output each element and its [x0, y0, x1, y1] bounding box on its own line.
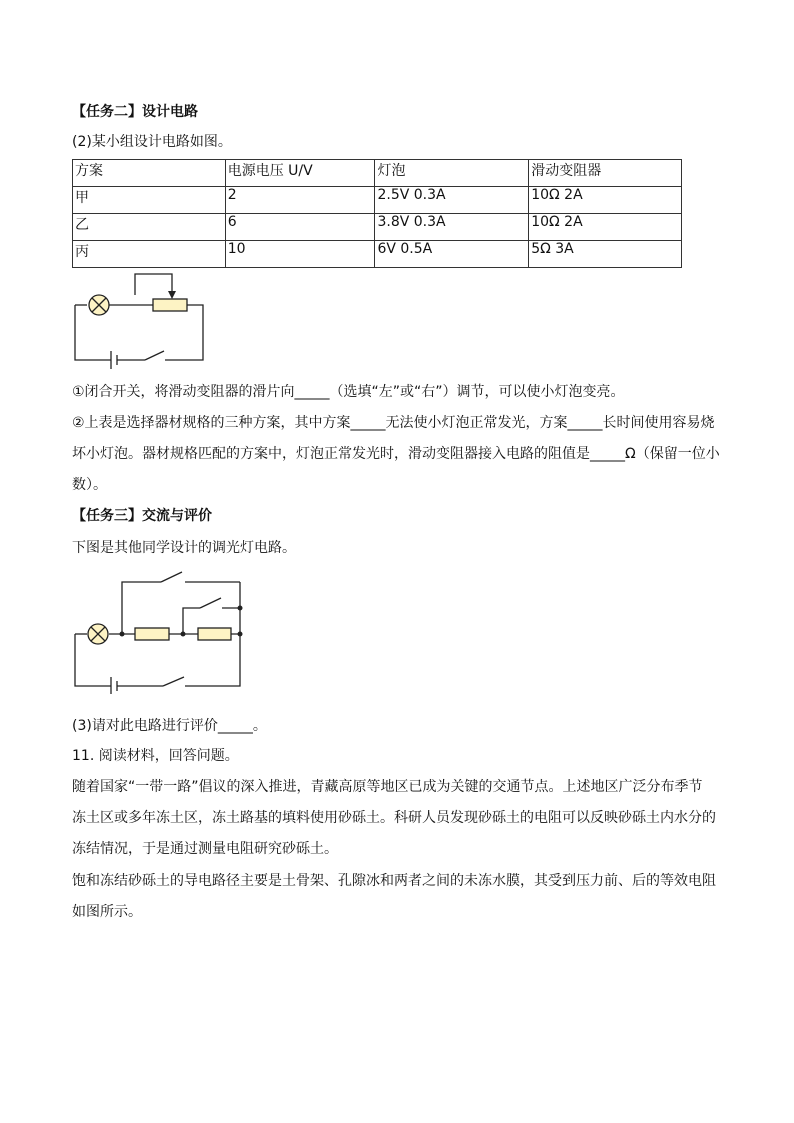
rheostat-resistor — [153, 299, 187, 311]
q11-paragraph-1-line-1: 随着国家“一带一路”倡议的深入推进，青藏高原等地区已成为关键的交通节点。上述地区广泛分布季节 — [72, 779, 703, 795]
task2-heading: 【任务二】设计电路 — [72, 104, 198, 120]
task3-intro: 下图是其他同学设计的调光灯电路。 — [72, 540, 296, 556]
junction-dot — [181, 632, 186, 637]
table-cell: 10Ω 2A — [529, 187, 682, 214]
junction-dot — [238, 632, 243, 637]
table-cell: 2 — [225, 187, 375, 214]
question-1: ①闭合开关，将滑动变阻器的滑片向_____（选填“左”或“右”）调节，可以使小灯泡变亮。 — [72, 384, 625, 400]
wire — [185, 634, 240, 686]
q11-paragraph-2-line-2: 如图所示。 — [72, 904, 142, 920]
table-row — [73, 187, 682, 214]
question-2-line-3: 数）。 — [72, 477, 107, 493]
q11-paragraph-1-line-3: 冻结情况，于是通过测量电阻研究砂砾土。 — [72, 841, 338, 857]
q11-paragraph-2-line-1: 饱和冻结砂砾土的导电路径主要是土骨架、孔隙冰和两者之间的未冻水膜，其受到压力前、后的等效电阻 — [72, 873, 716, 889]
q11-paragraph-1-line-2: 冻土区或多年冻土区，冻土路基的填料使用砂砾土。科研人员发现砂砾土的电阻可以反映砂砾土内水分的 — [72, 810, 716, 826]
table-header: 滑动变阻器 — [529, 160, 682, 187]
circuit-diagram-1 — [65, 270, 215, 370]
table-cell: 2.5V 0.3A — [375, 187, 529, 214]
resistor-2 — [198, 628, 231, 640]
task3-heading: 【任务三】交流与评价 — [72, 508, 212, 524]
wire — [135, 274, 172, 295]
table-cell: 3.8V 0.3A — [375, 214, 529, 241]
table-cell: 10Ω 2A — [529, 214, 682, 241]
bulb-icon — [89, 295, 109, 315]
table-header: 灯泡 — [375, 160, 529, 187]
table-cell: 丙 — [73, 241, 226, 268]
resistor-1 — [135, 628, 169, 640]
table-cell: 甲 — [73, 187, 226, 214]
bulb-icon — [88, 624, 108, 644]
table-cell: 6V 0.5A — [375, 241, 529, 268]
table-cell: 6 — [225, 214, 375, 241]
table-row — [73, 241, 682, 268]
table-header: 方案 — [73, 160, 226, 187]
switch-lever — [145, 351, 164, 360]
junction-dot — [120, 632, 125, 637]
switch-lever — [163, 677, 184, 686]
table-cell: 10 — [225, 241, 375, 268]
table-cell: 乙 — [73, 214, 226, 241]
switch-lever — [200, 598, 221, 608]
table-header-row — [73, 160, 682, 187]
table-cell: 5Ω 3A — [529, 241, 682, 268]
junction-dot — [238, 606, 243, 611]
question-3: (3)请对此电路进行评价_____。 — [72, 718, 267, 734]
wire — [165, 305, 203, 360]
table-row — [73, 214, 682, 241]
slider-arrow — [168, 291, 176, 299]
task2-intro: (2)某小组设计电路如图。 — [72, 134, 232, 150]
spec-table — [72, 159, 682, 268]
q11-title: 11. 阅读材料，回答问题。 — [72, 748, 239, 764]
wire — [122, 582, 161, 634]
table-header: 电源电压 U/V — [225, 160, 375, 187]
switch-lever — [161, 572, 182, 582]
circuit-diagram-2 — [65, 566, 250, 694]
question-2-line-1: ②上表是选择器材规格的三种方案，其中方案_____无法使小灯泡正常发光，方案_____长时间使用容易烧 — [72, 415, 715, 431]
question-2-line-2: 坏小灯泡。器材规格匹配的方案中，灯泡正常发光时，滑动变阻器接入电路的阻值是_____Ω（保留一位小 — [72, 446, 720, 462]
